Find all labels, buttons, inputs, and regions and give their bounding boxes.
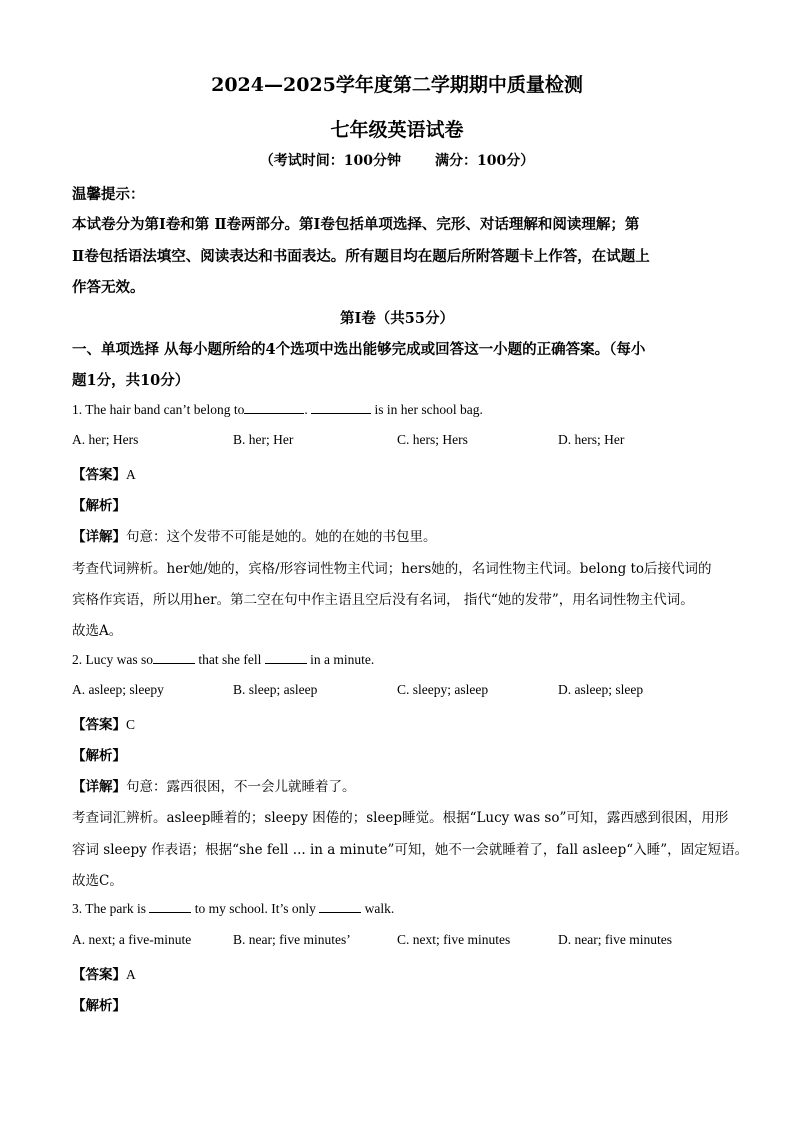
notice-line: Ⅱ卷包括语法填空、阅读表达和书面表达。所有题目均在题后所附答题卡上作答，在试题上 — [72, 248, 650, 265]
option-a: A. her; Hers — [72, 432, 139, 447]
analysis-label: 【解析】 — [72, 498, 126, 514]
exam-score: 满分：100分） — [435, 153, 535, 169]
question-stem: 3. The park is to my school. It’s only walk. — [72, 901, 395, 916]
option-d: D. asleep; sleep — [558, 682, 644, 697]
detail-line: 【详解】句意：露西很困，不一会儿就睡着了。 — [72, 779, 356, 795]
notice-line: 作答无效。 — [72, 279, 145, 296]
answer-value: A — [126, 467, 136, 482]
option-b: B. sleep; asleep — [233, 682, 318, 697]
explanation-line: 故选C。 — [72, 873, 123, 889]
explanation-line: 考查代词辨析。her她/她的，宾格/形容词性物主代词；hers她的，名词性物主代词。belong to后接代词的 — [72, 561, 712, 577]
analysis-label: 【解析】 — [72, 748, 126, 764]
option-c: C. hers; Hers — [397, 432, 468, 447]
question-stem: 1. The hair band can’t belong to . is in her school bag. — [72, 402, 483, 417]
answer-line: 【答案】A — [72, 467, 136, 483]
option-b: B. her; Her — [233, 432, 294, 447]
explanation-line: 容词 sleepy 作表语；根据“she fell ... in a minute”可知，她不一会就睡着了，fall asleep“入睡”，固定短语。 — [72, 842, 749, 858]
explanation-line: 宾格作宾语，所以用her。第二空在句中作主语且空后没有名词， 指代“她的发带”，用名词性物主代词。 — [72, 592, 694, 608]
detail-line: 【详解】句意：这个发带不可能是她的。她的在她的书包里。 — [72, 529, 437, 545]
option-d: D. near; five minutes — [558, 932, 672, 947]
option-b: B. near; five minutes’ — [233, 932, 351, 947]
option-a: A. next; a five-minute — [72, 932, 192, 947]
answer-line: 【答案】A — [72, 967, 136, 983]
exam-time: （考试时间：100分钟 — [259, 153, 401, 169]
option-c: C. next; five minutes — [397, 932, 511, 947]
option-c: C. sleepy; asleep — [397, 682, 489, 697]
exam-subtitle: 七年级英语试卷 — [330, 119, 464, 141]
explanation-line: 考查词汇辨析。asleep睡着的；sleepy 困倦的；sleep睡觉。根据“Lucy was so”可知，露西感到很困，用形 — [72, 810, 729, 826]
answer-value: A — [126, 967, 136, 982]
answer-value: C — [126, 717, 136, 732]
section-instruction: 题1分，共10分） — [72, 372, 190, 389]
part1-title: 第Ⅰ卷（共55分） — [340, 310, 454, 327]
notice-line: 本试卷分为第Ⅰ卷和第 Ⅱ卷两部分。第Ⅰ卷包括单项选择、完形、对话理解和阅读理解；第 — [72, 216, 640, 233]
exam-meta — [0, 150, 794, 170]
section-instruction: 一、单项选择 从每小题所给的4个选项中选出能够完成或回答这一小题的正确答案。（每小 — [72, 341, 646, 358]
analysis-label: 【解析】 — [72, 998, 126, 1014]
question-stem: 2. Lucy was so that she fell in a minute. — [72, 652, 375, 667]
explanation-line: 故选A。 — [72, 623, 123, 639]
option-d: D. hers; Her — [558, 432, 625, 447]
exam-title: 2024—2025学年度第二学期期中质量检测 — [211, 74, 583, 96]
notice-heading: 温馨提示： — [72, 186, 145, 203]
answer-line: 【答案】C — [72, 717, 136, 733]
option-a: A. asleep; sleepy — [72, 682, 164, 697]
